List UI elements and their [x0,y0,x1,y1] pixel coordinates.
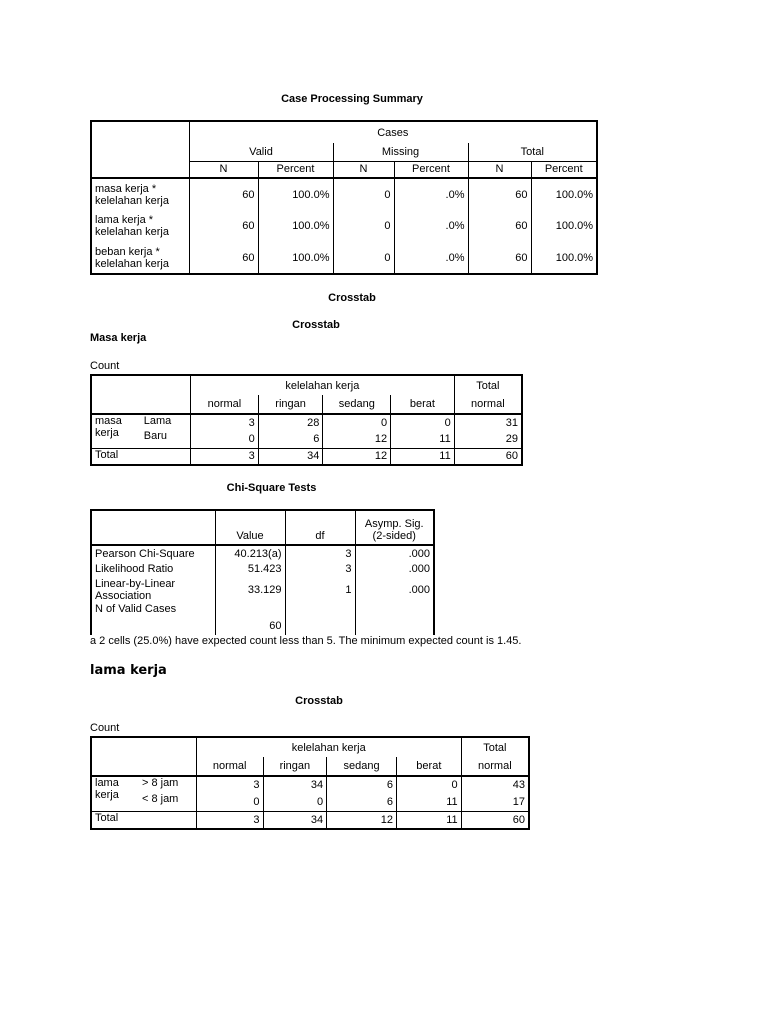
table-cell: 43 [512,779,525,791]
masa-count-label: Count [90,360,120,372]
table-cell: 28 [258,414,323,430]
lama-kerja-crosstab-table [90,736,530,830]
crosstab-row-label: Baru [141,430,191,448]
table-cell: 0 [333,178,394,210]
lama-crosstab-title: Crosstab [295,695,343,707]
cps-row-label: lama kerja * kelelahan kerja [91,210,189,242]
lama-count-label: Count [90,722,120,734]
table-cell: 6 [258,430,323,448]
table-cell: 60 [215,603,285,635]
crosstab-col-header: berat [397,757,462,776]
crosstab-total-label: Total [91,448,191,465]
crosstab-row-variable: masa kerja [95,415,122,439]
cps-sub-header: N [333,161,394,178]
table-cell: 3 [285,545,355,561]
cps-corner-cell [91,121,189,178]
crosstab-title: Crosstab [292,319,340,331]
table-cell: 3 [191,448,259,465]
crosstab-total-header: Total [483,741,507,754]
table-cell: 100.0% [555,220,594,232]
chi-row-label: Likelihood Ratio [91,561,215,577]
table-cell: 100.0% [555,188,594,201]
crosstab-heading: Crosstab [328,292,376,304]
crosstab-row-label: Lama [141,414,191,430]
case-processing-summary-table [90,120,598,275]
table-cell: 3 [285,561,355,577]
chi-header-df: df [285,510,355,545]
table-cell: 17 [512,795,525,808]
table-cell: 100.0% [258,242,333,274]
table-cell: 3 [191,414,259,430]
crosstab-group-header: kelelahan kerja [196,737,461,757]
table-cell: 0 [263,793,327,811]
cps-group-total: Total [520,145,544,158]
cps-group-missing: Missing [333,143,468,161]
table-cell: 34 [263,811,327,829]
cps-row-label: beban kerja * kelelahan kerja [91,242,189,274]
table-cell: 100.0% [258,210,333,242]
chi-row-label: Pearson Chi-Square [91,545,215,561]
table-cell: 100.0% [258,178,333,210]
table-cell: 34 [263,776,327,793]
chi-row-label: Linear-by-Linear Association [91,577,215,603]
chi-footnote: a 2 cells (25.0%) have expected count less than 5. The minimum expected count is 1.45. [90,635,522,647]
table-cell: 6 [327,776,397,793]
table-cell: .0% [394,178,468,210]
table-cell: 31 [505,416,518,429]
table-cell: 0 [391,414,455,430]
table-cell: .000 [408,563,430,575]
crosstab-col-header: normal [461,757,529,776]
table-cell: 29 [505,432,518,445]
chi-square-table [90,509,435,635]
table-cell: 12 [323,448,391,465]
table-cell: 60 [189,210,258,242]
table-cell: 0 [323,414,391,430]
table-cell: 0 [333,210,394,242]
masa-kerja-section-heading: Masa kerja [90,332,147,344]
table-cell: .000 [408,547,430,560]
cps-sub-header: N [468,161,531,178]
cps-cases-header: Cases [377,126,409,139]
crosstab-group-header: kelelahan kerja [191,375,455,395]
table-cell: 6 [327,793,397,811]
table-cell [355,603,434,635]
case-processing-summary-title: Case Processing Summary [281,93,423,105]
chi-header-sig: Asymp. Sig. (2-sided) [355,510,434,545]
masa-kerja-crosstab-table [90,374,523,466]
crosstab-corner-cell [91,375,191,414]
crosstab-col-header: normal [454,395,522,414]
table-cell: 12 [323,430,391,448]
lama-kerja-section-heading: lama kerja [90,663,167,678]
table-cell: 1 [285,577,355,603]
table-cell: 60 [468,242,531,274]
table-cell: 11 [391,430,455,448]
table-cell: 11 [397,793,462,811]
crosstab-col-header: sedang [327,757,397,776]
table-cell: 34 [258,448,323,465]
table-cell: 12 [327,811,397,829]
crosstab-col-header: normal [196,757,263,776]
cps-sub-header: Percent [394,161,468,178]
table-cell: .000 [408,584,430,596]
table-cell: 51.423 [215,561,285,577]
crosstab-row-variable: lama kerja [95,777,119,801]
table-cell: 11 [397,811,462,829]
chi-square-title: Chi-Square Tests [226,482,317,494]
crosstab-col-header: sedang [323,395,391,414]
table-cell: 0 [397,776,462,793]
table-cell: 3 [196,811,263,829]
table-cell: 0 [191,430,259,448]
crosstab-total-label: Total [91,811,196,829]
crosstab-corner-cell [91,737,196,776]
table-cell: 60 [454,448,522,465]
cps-sub-header: Percent [531,161,597,178]
table-cell: .0% [394,242,468,274]
table-cell: 60 [468,210,531,242]
crosstab-col-header: ringan [263,757,327,776]
crosstab-col-header: ringan [258,395,323,414]
table-cell: 0 [196,793,263,811]
table-cell: 33.129 [215,577,285,603]
table-cell [285,603,355,635]
table-cell: 40.213(a) [215,545,285,561]
table-cell: 60 [189,178,258,210]
table-cell: 100.0% [555,251,594,264]
chi-corner-cell [91,510,215,545]
cps-sub-header: N [189,161,258,178]
table-cell: 60 [468,178,531,210]
table-cell: 11 [391,448,455,465]
crosstab-col-header: berat [391,395,455,414]
table-cell: 60 [189,242,258,274]
cps-sub-header: Percent [258,161,333,178]
table-cell: .0% [394,210,468,242]
crosstab-row-label: > 8 jam [139,776,196,793]
crosstab-col-header: normal [191,395,259,414]
chi-header-value: Value [215,510,285,545]
cps-row-label: masa kerja * kelelahan kerja [91,178,189,210]
crosstab-total-header: Total [476,379,500,392]
crosstab-row-label: < 8 jam [139,793,196,811]
table-cell: 3 [196,776,263,793]
chi-row-label: N of Valid Cases [91,603,215,635]
table-cell: 0 [333,242,394,274]
cps-group-valid: Valid [189,143,333,161]
table-cell: 60 [461,811,529,829]
